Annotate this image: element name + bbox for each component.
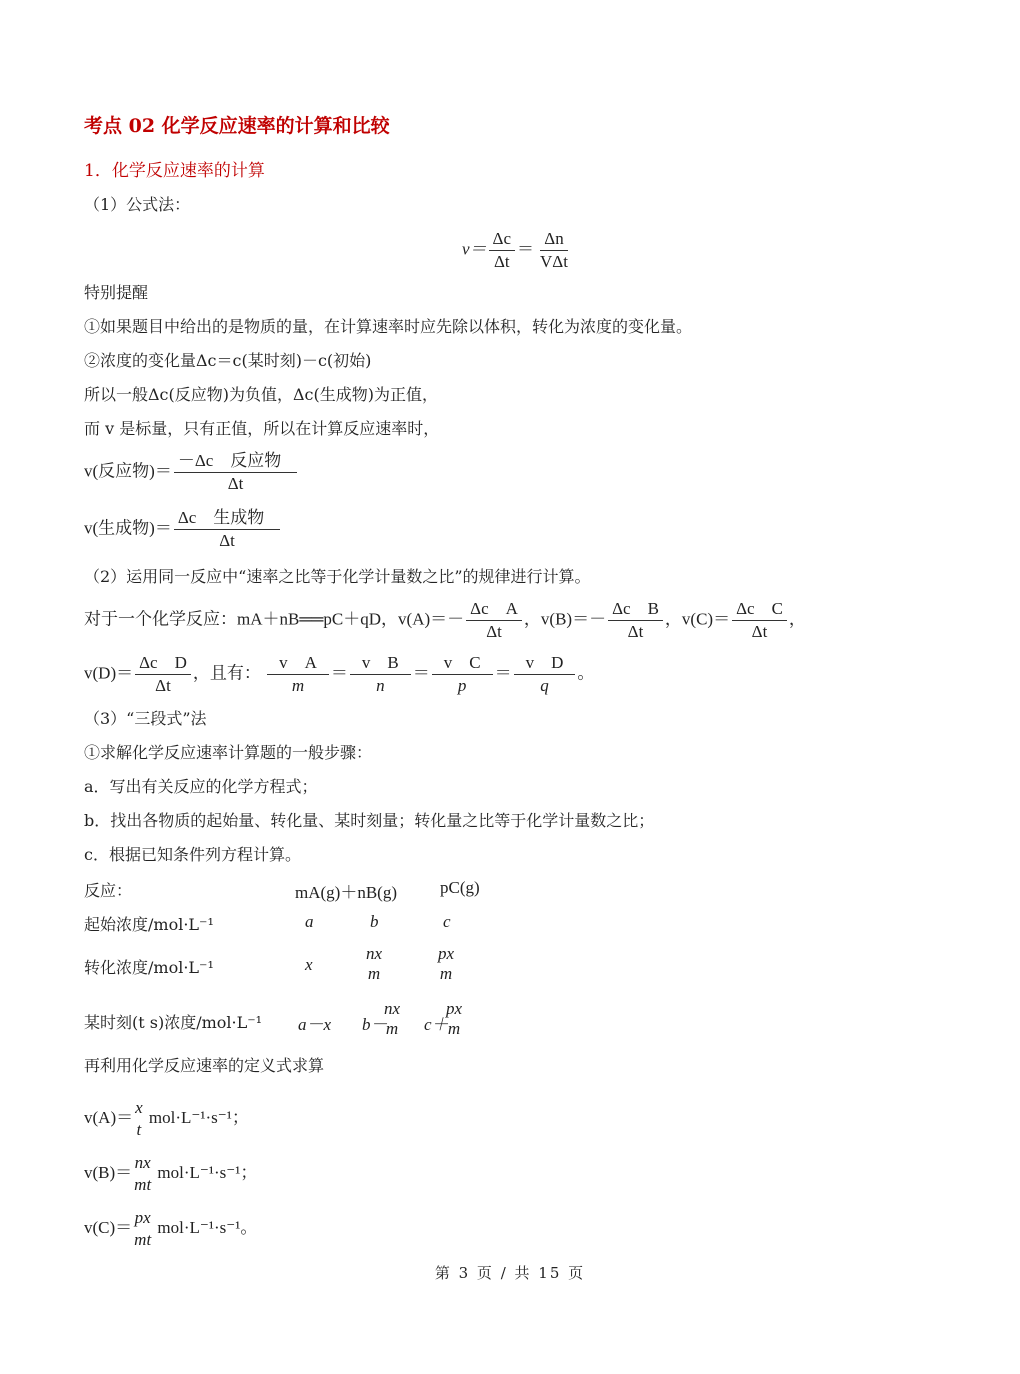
- text: px: [134, 1208, 151, 1227]
- text: Δt: [751, 622, 768, 641]
- fraction: [432, 652, 493, 697]
- rate-formula-b: [84, 1152, 257, 1196]
- text: b: [370, 912, 379, 931]
- text: q: [540, 676, 549, 695]
- text: ，: [788, 609, 806, 629]
- text: v(D)＝: [84, 663, 134, 683]
- fraction: [366, 944, 382, 984]
- text: 反应：: [84, 881, 133, 900]
- paragraph: （3）“三段式”法: [84, 709, 207, 728]
- text: 起始浓度/mol·L⁻¹: [84, 915, 214, 934]
- text: Δt: [627, 622, 644, 641]
- paragraph: ②浓度的变化量Δc＝c(某时刻)－c(初始): [84, 351, 372, 370]
- fraction: [174, 507, 280, 552]
- formula-rate: [462, 228, 574, 273]
- text: ＝: [412, 663, 430, 683]
- text: mol·L⁻¹·s⁻¹。: [157, 1217, 258, 1237]
- text: x: [305, 955, 313, 974]
- fraction: [489, 228, 515, 273]
- text: mol·L⁻¹·s⁻¹；: [157, 1162, 258, 1182]
- text: v(C)＝: [84, 1217, 133, 1237]
- text: m: [291, 676, 305, 695]
- text: nx: [384, 999, 401, 1018]
- paragraph: 所以一般Δc(反应物)为负值，Δc(生成物)为正值，: [84, 385, 439, 404]
- text: a: [305, 912, 314, 931]
- text: nx: [366, 944, 383, 963]
- fraction: [466, 598, 522, 643]
- text: nx: [134, 1153, 151, 1172]
- text: px: [446, 999, 463, 1018]
- text: v(A)＝－: [398, 609, 465, 629]
- fraction: [134, 1207, 151, 1251]
- text: 转化浓度/mol·L⁻¹: [84, 958, 214, 977]
- text: Δt: [227, 474, 244, 493]
- text: v C: [432, 652, 493, 675]
- text: Δn: [540, 228, 567, 251]
- subsection-heading: 1．化学反应速率的计算: [84, 161, 265, 181]
- formula-rates-line: [84, 598, 806, 643]
- fraction: [438, 944, 454, 984]
- fraction: [536, 228, 572, 273]
- text: mol·L⁻¹·s⁻¹；: [148, 1107, 249, 1127]
- text: p: [457, 676, 467, 695]
- text: ，v(C)＝: [664, 609, 731, 629]
- fraction: [350, 652, 411, 697]
- text: 对于一个化学反应：mA＋nB══pC＋qD，: [84, 609, 399, 629]
- fraction: [134, 1152, 151, 1196]
- paragraph: b．找出各物质的起始量、转化量、某时刻量；转化量之比等于化学计量数之比；: [84, 811, 655, 830]
- fraction: [732, 598, 787, 643]
- text: Δt: [155, 676, 171, 695]
- text: v(生成物)＝: [84, 518, 172, 538]
- fraction: [135, 652, 191, 697]
- fraction: [135, 1097, 143, 1141]
- text: －Δc 反应物: [174, 450, 297, 473]
- text: v(反应物)＝: [84, 461, 172, 481]
- text: v(B)＝: [84, 1162, 133, 1182]
- fraction: [384, 999, 400, 1039]
- text: n: [376, 676, 385, 695]
- text: m: [385, 1019, 399, 1038]
- section-title: 考点 02 化学反应速率的计算和比较: [84, 115, 390, 137]
- text: v B: [350, 652, 411, 675]
- text: pC(g): [440, 878, 480, 897]
- text: mt: [134, 1175, 152, 1194]
- text: ＝: [517, 239, 535, 259]
- text: a－x: [298, 1015, 332, 1034]
- text: c: [443, 912, 451, 931]
- text: m: [439, 964, 453, 983]
- text: Δc C: [732, 598, 787, 621]
- text: ，v(B)＝－: [523, 609, 607, 629]
- text: Δc A: [466, 598, 522, 621]
- text: Δc: [489, 228, 515, 251]
- rate-formula-c: [84, 1207, 257, 1251]
- text: v(A)＝: [84, 1107, 134, 1127]
- formula-reactant-rate: [84, 450, 299, 495]
- paragraph: ①求解化学反应速率计算题的一般步骤：: [84, 743, 373, 762]
- text: v D: [514, 652, 576, 675]
- paragraph: 而 v 是标量，只有正值，所以在计算反应速率时，: [84, 419, 440, 438]
- text: m: [367, 964, 381, 983]
- text: mt: [134, 1230, 152, 1249]
- text: ＝: [494, 663, 512, 683]
- text: VΔt: [540, 252, 568, 271]
- text: px: [438, 944, 455, 963]
- text: 。: [577, 663, 595, 683]
- text: Δt: [493, 252, 510, 271]
- text: c＋: [424, 1015, 449, 1034]
- text: Δc D: [135, 652, 191, 675]
- fraction: [267, 652, 329, 697]
- text: Δt: [219, 531, 235, 550]
- text: Δc B: [608, 598, 663, 621]
- paragraph: a．写出有关反应的化学方程式；: [84, 777, 318, 796]
- text: ，且有：: [192, 663, 261, 683]
- paragraph: c．根据已知条件列方程计算。: [84, 845, 301, 864]
- text: mA(g)＋nB(g): [295, 883, 397, 902]
- paragraph: （1）公式法：: [84, 195, 191, 214]
- fraction: [608, 598, 663, 643]
- formula-text: v＝: [462, 239, 487, 259]
- text: v A: [267, 652, 329, 675]
- fraction: [174, 450, 297, 495]
- text: ＝: [330, 663, 348, 683]
- fraction: [514, 652, 576, 697]
- page-footer: 第 3 页 / 共 15 页: [434, 1264, 586, 1282]
- paragraph: 再利用化学反应速率的定义式求算: [84, 1056, 325, 1075]
- rate-formula-a: [84, 1097, 249, 1141]
- formula-ratio-line: [84, 652, 594, 697]
- text: m: [447, 1019, 461, 1038]
- paragraph: ①如果题目中给出的是物质的量，在计算速率时应先除以体积，转化为浓度的变化量。: [84, 317, 693, 336]
- tip-heading: 特别提醒: [84, 283, 149, 302]
- text: b－: [362, 1015, 388, 1034]
- paragraph: （2）运用同一反应中“速率之比等于化学计量数之比”的规律进行计算。: [84, 567, 591, 586]
- formula-product-rate: [84, 507, 282, 552]
- text: 某时刻(t s)浓度/mol·L⁻¹: [84, 1013, 263, 1032]
- fraction: [446, 999, 462, 1039]
- text: Δt: [486, 622, 502, 641]
- text: t: [136, 1120, 142, 1139]
- text: x: [135, 1098, 143, 1117]
- text: Δc 生成物: [174, 507, 280, 530]
